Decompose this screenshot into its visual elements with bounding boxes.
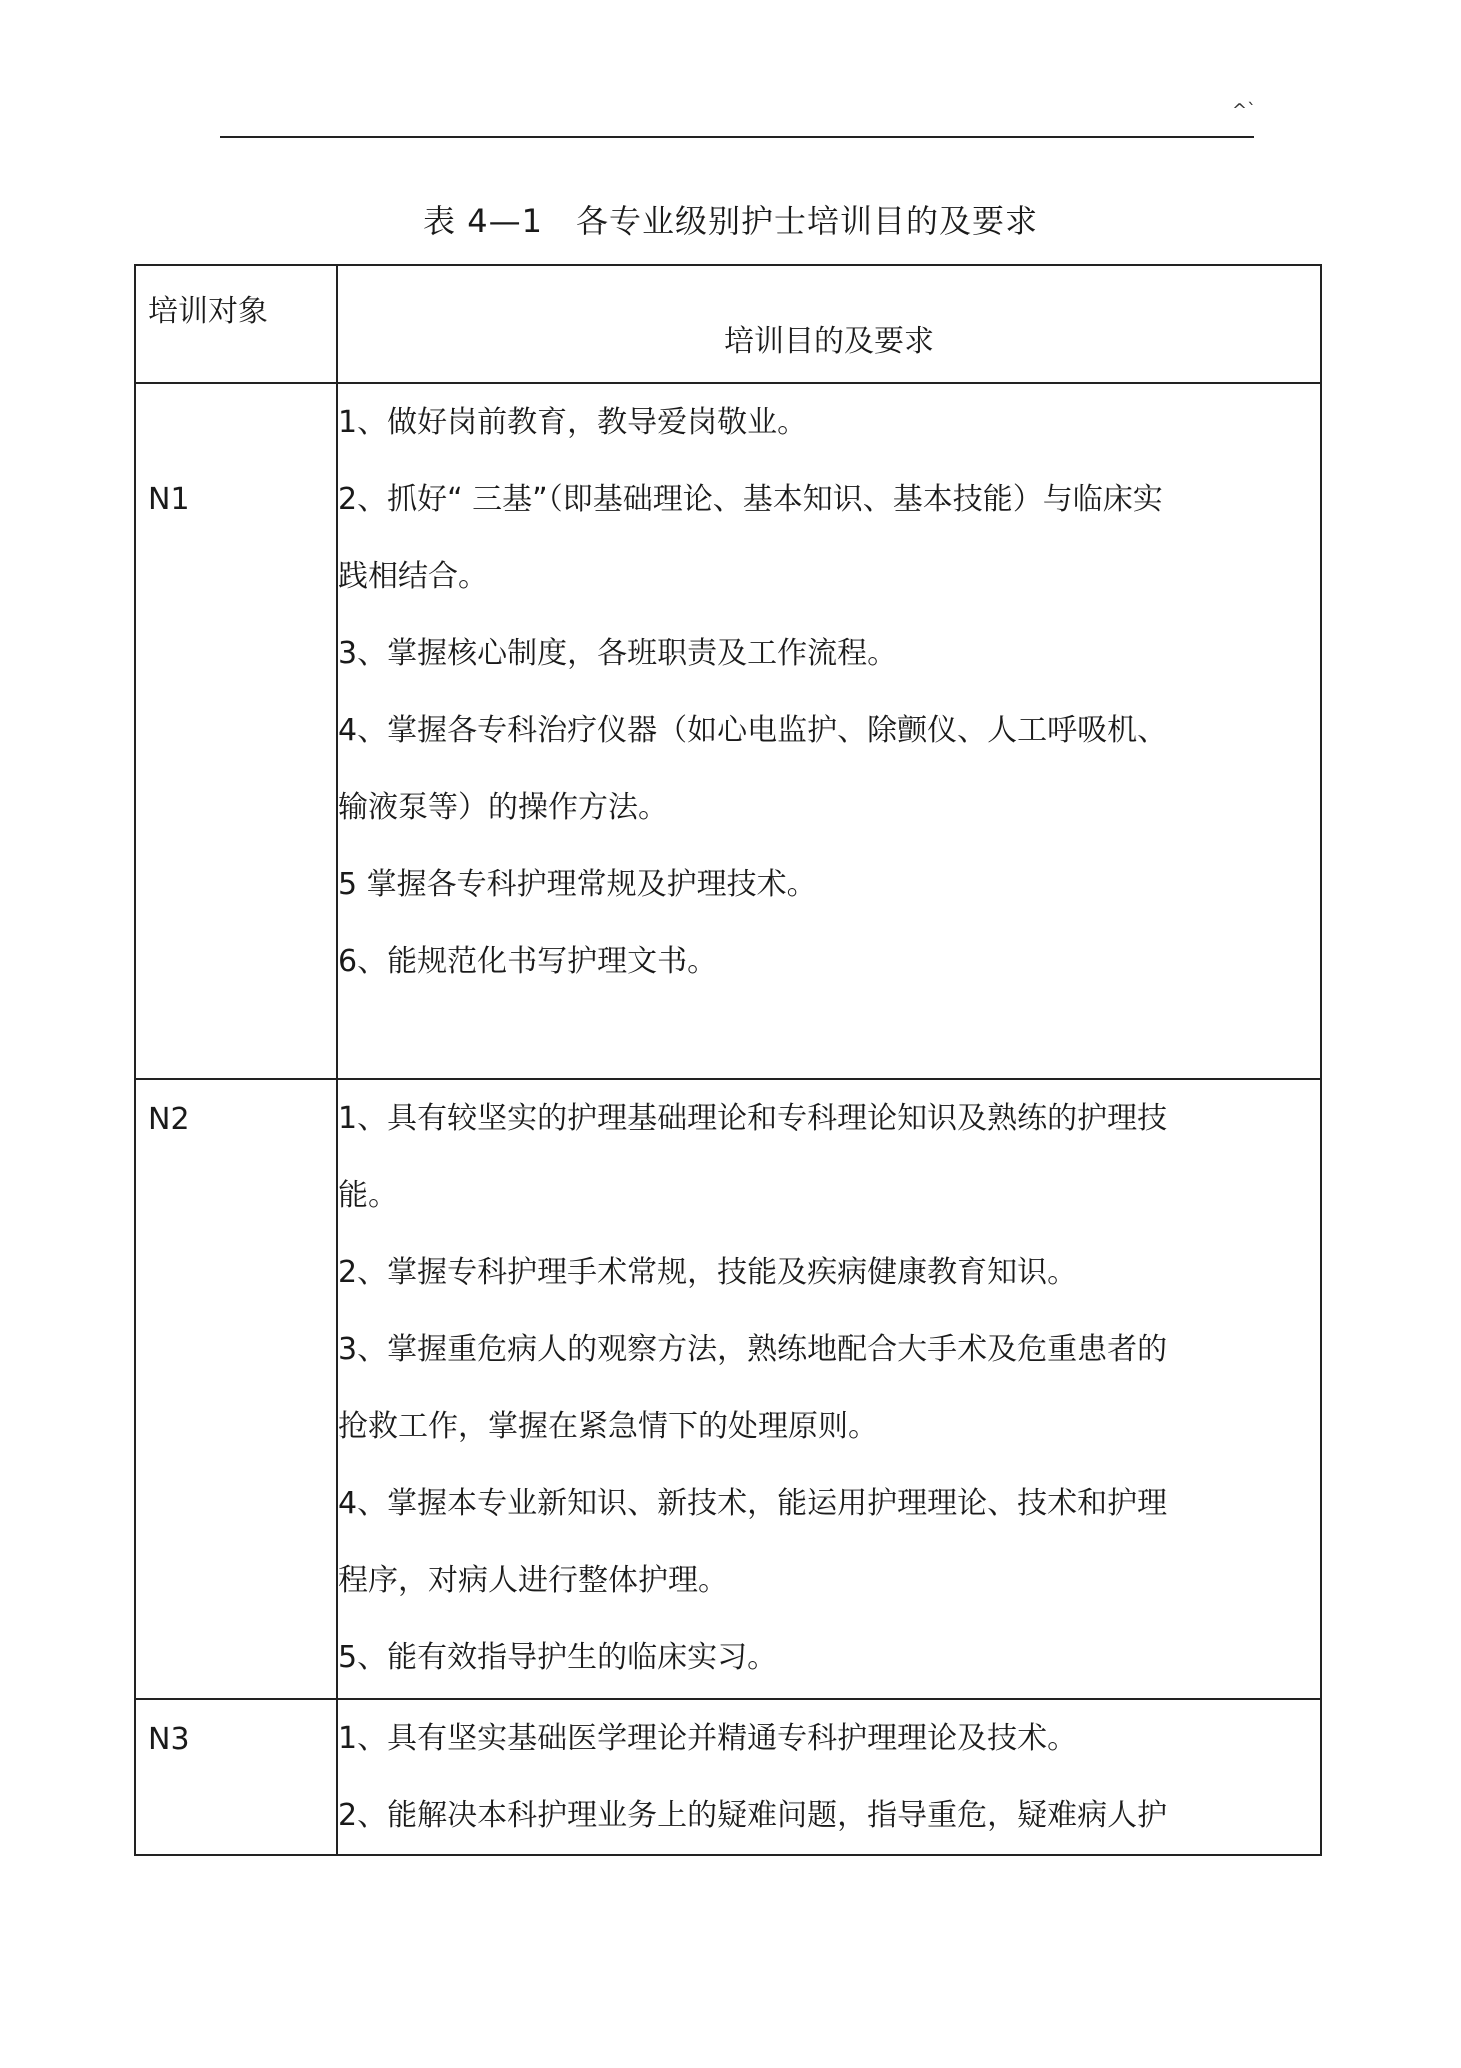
- requirement-line: 2、掌握专科护理手术常规，技能及疾病健康教育知识。: [338, 1255, 1078, 1290]
- requirement-line: 1、具有坚实基础医学理论并精通专科护理理论及技术。: [338, 1721, 1078, 1756]
- level-cell: [135, 1079, 337, 1699]
- table-row-n2: [135, 1079, 1321, 1699]
- requirement-line: 抢救工作，掌握在紧急情下的处理原则。: [338, 1409, 878, 1444]
- col-header-trainee: 培训对象: [148, 294, 268, 329]
- requirement-line: 5、能有效指导护生的临床实习。: [338, 1640, 778, 1675]
- requirement-line: 4、掌握各专科治疗仪器（如心电监护、除颤仪、人工呼吸机、: [338, 713, 1168, 748]
- level-label: N2: [148, 1102, 190, 1137]
- requirement-line: 程序，对病人进行整体护理。: [338, 1563, 728, 1598]
- level-label: N1: [148, 482, 190, 517]
- table-row-n3: [135, 1699, 1321, 1855]
- requirement-line: 输液泵等）的操作方法。: [338, 790, 668, 825]
- level-cell: [135, 383, 337, 1079]
- requirement-line: 2、抓好“ 三基”（即基础理论、基本知识、基本技能）与临床实: [338, 482, 1163, 517]
- header-rule: [220, 136, 1254, 138]
- col-header-requirements: 培训目的及要求: [724, 324, 934, 359]
- col-header-requirements-cell: [337, 265, 1321, 383]
- requirement-line: 践相结合。: [338, 559, 488, 594]
- requirement-line: 3、掌握重危病人的观察方法，熟练地配合大手术及危重患者的: [338, 1332, 1168, 1367]
- table-row-n1: [135, 383, 1321, 1079]
- table-header-row: [135, 265, 1321, 383]
- requirement-line: 5 掌握各专科护理常规及护理技术。: [338, 867, 817, 902]
- requirement-line: 能。: [338, 1178, 398, 1213]
- requirement-line: 2、能解决本科护理业务上的疑难问题，指导重危，疑难病人护: [338, 1798, 1168, 1833]
- col-header-trainee-cell: [135, 265, 337, 383]
- requirement-line: 4、掌握本专业新知识、新技术，能运用护理理论、技术和护理: [338, 1486, 1168, 1521]
- requirement-line: 6、能规范化书写护理文书。: [338, 944, 718, 979]
- page-title: 表 4—1 各专业级别护士培训目的及要求: [423, 202, 1038, 240]
- header-mark: ^`: [1232, 100, 1257, 121]
- training-table: [134, 264, 1322, 1856]
- level-label: N3: [148, 1722, 190, 1757]
- requirements-cell: [337, 1699, 1321, 1855]
- requirements-cell: [337, 383, 1321, 1079]
- requirements-cell: [337, 1079, 1321, 1699]
- requirement-line: 1、做好岗前教育，教导爱岗敬业。: [338, 405, 808, 440]
- level-cell: [135, 1699, 337, 1855]
- requirement-line: 1、具有较坚实的护理基础理论和专科理论知识及熟练的护理技: [338, 1101, 1168, 1136]
- requirement-line: 3、掌握核心制度，各班职责及工作流程。: [338, 636, 898, 671]
